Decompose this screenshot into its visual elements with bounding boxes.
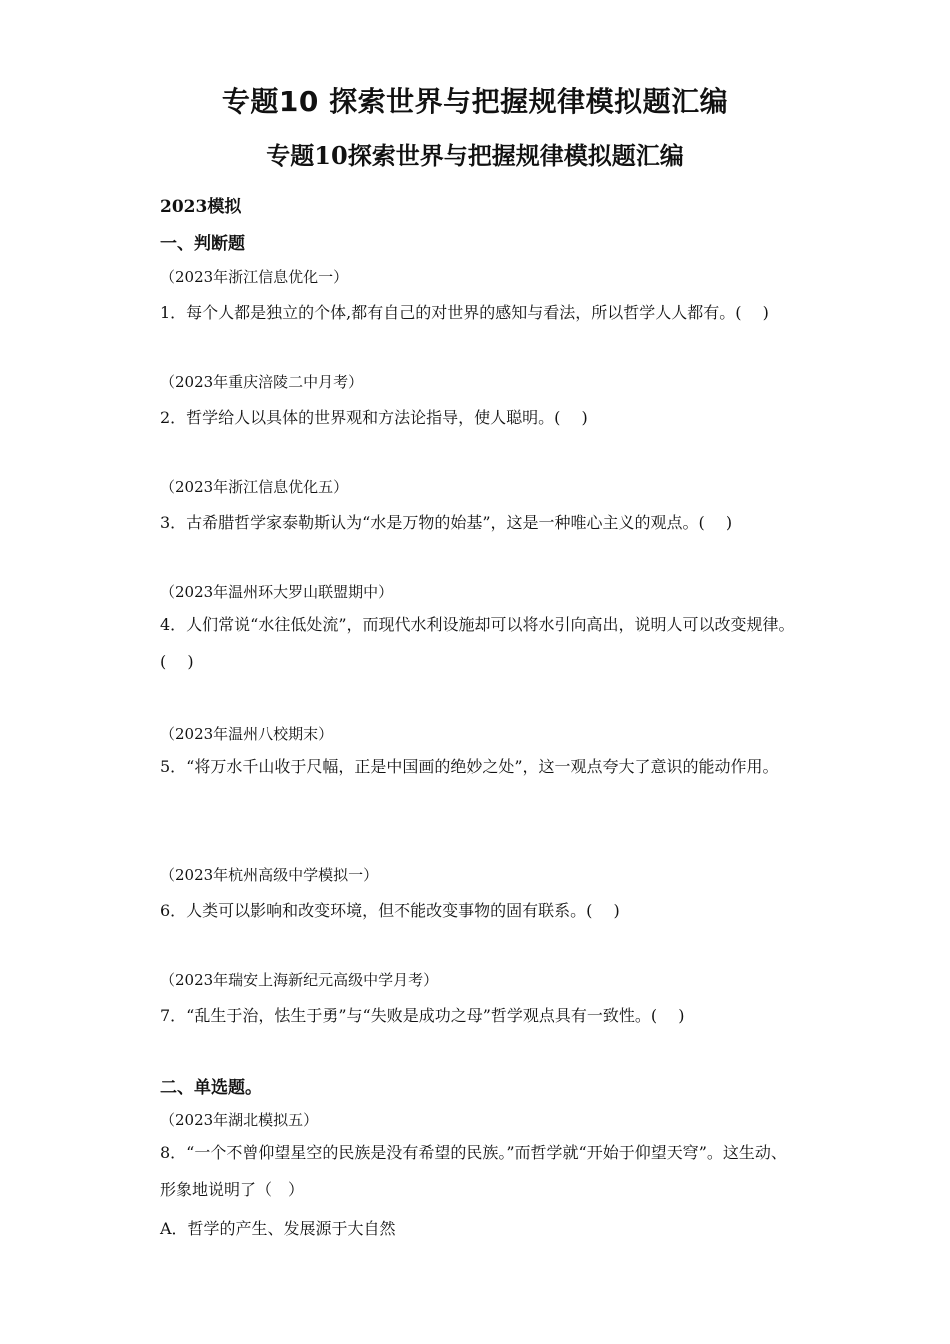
question-source: （2023年温州环大罗山联盟期中）: [160, 583, 394, 601]
question-source: （2023年温州八校期末）: [160, 725, 334, 743]
question-text: 3．古希腊哲学家泰勒斯认为“水是万物的始基”，这是一种唯心主义的观点。( ): [160, 513, 733, 532]
page-title: 专题10 探索世界与把握规律模拟题汇编: [221, 85, 729, 118]
question-text: 5．“将万水千山收于尺幅，正是中国画的绝妙之处”，这一观点夸大了意识的能动作用。: [160, 757, 779, 776]
question-source: （2023年湖北模拟五）: [160, 1111, 319, 1129]
question-text: 2．哲学给人以具体的世界观和方法论指导，使人聪明。( ): [160, 408, 588, 427]
question-source: （2023年瑞安上海新纪元高级中学月考）: [160, 971, 439, 989]
question-text: 8．“一个不曾仰望星空的民族是没有希望的民族。”而哲学就“开始于仰望天穹”。这生动、形象地说明了（ ）: [160, 1143, 787, 1199]
section-heading-judgement: 一、判断题: [160, 234, 245, 254]
answer-option: A．哲学的产生、发展源于大自然: [160, 1219, 396, 1238]
question-text: 7．“乱生于治，怯生于勇”与“失败是成功之母”哲学观点具有一致性。( ): [160, 1006, 685, 1025]
question-text: 6．人类可以影响和改变环境，但不能改变事物的固有联系。( ): [160, 901, 620, 920]
question-source: （2023年浙江信息优化一）: [160, 268, 349, 286]
year-heading: 2023模拟: [160, 197, 242, 217]
question-source: （2023年浙江信息优化五）: [160, 478, 349, 496]
question-text: 4．人们常说“水往低处流”，而现代水利设施却可以将水引向高出，说明人可以改变规律。( ): [160, 615, 795, 671]
question-source: （2023年杭州高级中学模拟一）: [160, 866, 379, 884]
question-text: 1．每个人都是独立的个体,都有自己的对世界的感知与看法，所以哲学人人都有。( ): [160, 303, 769, 322]
page-subtitle: 专题10探索世界与把握规律模拟题汇编: [266, 141, 684, 170]
question-source: （2023年重庆涪陵二中月考）: [160, 373, 364, 391]
section-heading-single-choice: 二、单选题。: [160, 1078, 262, 1098]
